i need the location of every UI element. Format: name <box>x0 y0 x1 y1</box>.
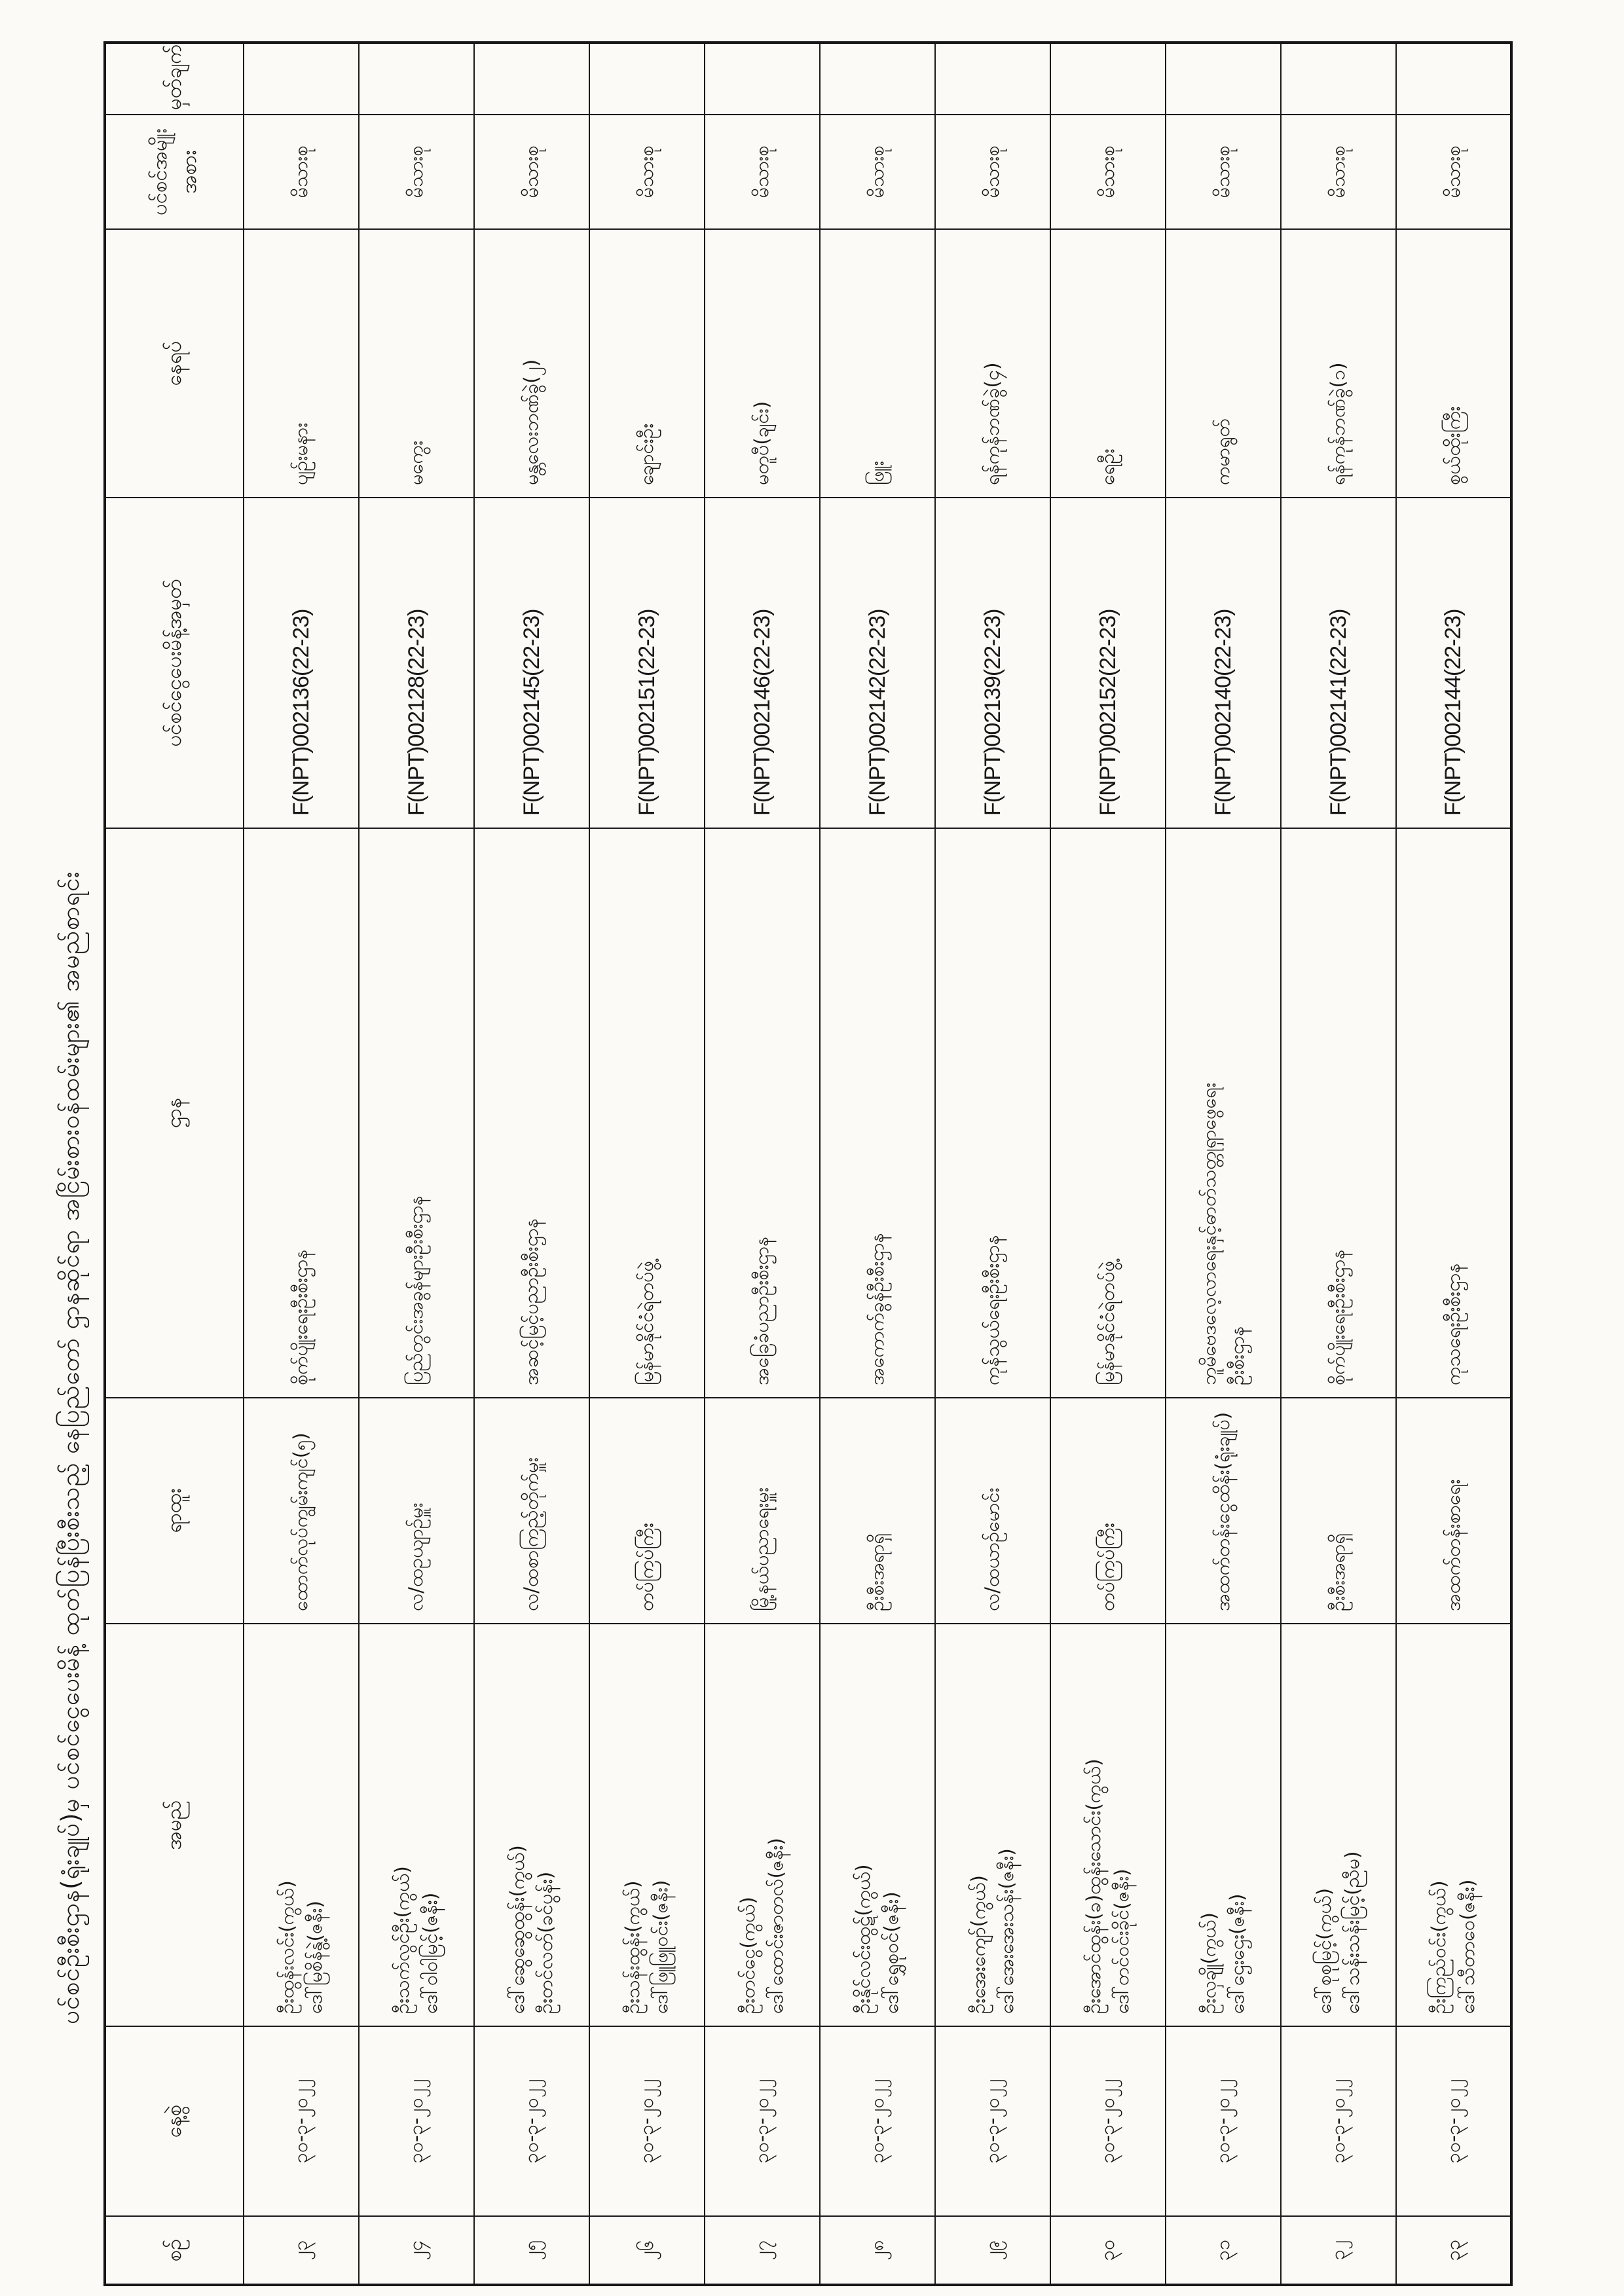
cell-department <box>474 828 589 1398</box>
deceased-pensioner-name: ဦးနိုင်လင်းထွဋ်(ကွယ်) <box>851 1864 874 2014</box>
deceased-pensioner-name: ဦးတင်ငွေ(ကွယ်) <box>736 1897 759 2014</box>
cell-pension-type: မိသားစု <box>474 115 589 229</box>
cell-address-town: ရန်ကုန်ဘဏ်ခွဲ(၁) <box>1281 229 1396 498</box>
cell-names <box>244 1624 359 2026</box>
cell-date: ၃၀-၃-၂၀၂၂ <box>1050 2026 1166 2216</box>
deceased-pensioner-name: ဦးထွန်းလင်း(ကွယ်) <box>275 1880 298 2014</box>
col-header-position: ရာထူး <box>105 1398 244 1624</box>
cell-address-town: မန္တလေးဘဏ်ခွဲ(၂) <box>474 229 589 498</box>
cell-remark <box>1281 43 1396 115</box>
deceased-pensioner-name: ဦးသက်လွင်ဦး(ကွယ်) <box>390 1866 413 2014</box>
beneficiary-name: ဒေါ်အေးအေးသန်း(ဇနီး) <box>995 1848 1018 2014</box>
cell-address-town: ပျဉ်းမနား <box>244 229 359 498</box>
col-header-date: နေ့စွဲ <box>105 2026 244 2216</box>
cell-serial-number: ၃၀ <box>1050 2216 1166 2285</box>
beneficiary-name: ဒေါ်ရွှေစုဝင်(ဇနီး) <box>880 1891 902 2014</box>
cell-pension-order-number: F(NPT)002141(22-23) <box>1281 498 1396 828</box>
cell-position: မြို့နယ်ပညာရေးမှူး <box>705 1398 820 1624</box>
cell-serial-number: ၃၂ <box>1281 2216 1396 2285</box>
document-title: ပင်စင်ဦးစီးဌာန(ရုံးချုပ်)မှ ပင်စင်ငွေပေးမိန့် ထုတ်ပြန်ပြီးစီးသည့် နေပြည်တော် ဌာနဆိုင်ရာ အငြိမ်းစားဝန်ထမ်းများ၏ အမည်စာရင်း <box>56 871 84 2024</box>
cell-date: ၃၀-၃-၂၀၂၂ <box>1281 2026 1396 2216</box>
deceased-pensioner-name: ဦးသန်းထွန်း(ကွယ်) <box>621 1880 644 2014</box>
cell-pension-order-number: F(NPT)002152(22-23) <box>1050 498 1166 828</box>
cell-pension-type: မိသားစု <box>1050 115 1166 229</box>
deceased-pensioner-name: ဦးလှချို(ကွယ်) <box>1197 1912 1220 2014</box>
cell-serial-number: ၂၅ <box>474 2216 589 2285</box>
cell-pension-type: မိသားစု <box>1396 115 1511 229</box>
cell-remark <box>474 43 589 115</box>
cell-serial-number: ၃၁ <box>1166 2216 1281 2285</box>
department-name-line1: ဘူမိဗေဒလေ့လာရေးနှင့်ဓာတ်သတ္တုရှာဖွေရေး <box>1197 1082 1220 1385</box>
cell-department <box>1396 828 1511 1398</box>
department-name-line2: ဦးစီးဌာန <box>1226 1326 1248 1385</box>
cell-remark <box>1166 43 1281 115</box>
department-name-line1: စိုက်ပျိုးရေးဦးစီးဌာန <box>289 1249 312 1385</box>
cell-address-town: ရန်ကုန်ဘဏ်ခွဲ(၄) <box>935 229 1050 498</box>
pension-table-row <box>935 43 1050 2285</box>
pension-table-row <box>1396 43 1511 2285</box>
table-header-row <box>105 43 244 2285</box>
deceased-pensioner-name: ဦးကြည်ဝင်း(ကွယ်) <box>1428 1880 1450 2014</box>
cell-names <box>359 1624 474 2026</box>
cell-pension-order-number: F(NPT)002145(22-23) <box>474 498 589 828</box>
cell-pension-order-number: F(NPT)002128(22-23) <box>359 498 474 828</box>
cell-names <box>1050 1624 1166 2026</box>
beneficiary-name: ဒေါ်သီတာဝေ(ဇနီး) <box>1456 1879 1479 2014</box>
cell-position: လ/ထစာကြည့်တိုက်မှူး <box>474 1398 589 1624</box>
cell-pension-type: မိသားစု <box>820 115 935 229</box>
cell-remark <box>359 43 474 115</box>
cell-names <box>1281 1624 1396 2026</box>
cell-position: ထောက်လုပ်ကျွမ်းကျင်(၅) <box>244 1398 359 1624</box>
col-header-department: ဌာန <box>105 828 244 1398</box>
cell-address-town: မကွေး <box>359 229 474 498</box>
cell-remark <box>589 43 705 115</box>
deceased-pensioner-name: ဒေါ်ဆွေဆွေထွန်း(ကွယ်) <box>506 1845 528 2014</box>
cell-date: ၃၀-၃-၂၀၂၂ <box>359 2026 474 2216</box>
cell-names <box>1396 1624 1511 2026</box>
cell-date: ၃၀-၃-၂၀၂၂ <box>1396 2026 1511 2216</box>
cell-address-town: ရေဦး <box>1050 229 1166 498</box>
cell-names <box>474 1624 589 2026</box>
cell-pension-order-number: F(NPT)002151(22-23) <box>589 498 705 828</box>
pension-table-row <box>1166 43 1281 2285</box>
cell-serial-number: ၂၄ <box>359 2216 474 2285</box>
cell-department <box>359 828 474 1398</box>
cell-pension-order-number: F(NPT)002136(22-23) <box>244 498 359 828</box>
cell-names <box>705 1624 820 2026</box>
col-header-name: အမည် <box>105 1624 244 2026</box>
cell-serial-number: ၂၉ <box>935 2216 1050 2285</box>
pension-table-row <box>820 43 935 2285</box>
cell-position: ဦးစီးအရာရှိ <box>820 1398 935 1624</box>
cell-department <box>1050 828 1166 1398</box>
cell-position: တပ်ကြပ်ကြီး <box>589 1398 705 1624</box>
beneficiary-name: ဒေါ်ဌေးဌေး(ဇနီး) <box>1226 1893 1248 2014</box>
rotated-landscape-area <box>38 44 1515 2286</box>
department-name-line1: ကုသရေးဦးစီးဌာန <box>1441 1263 1464 1385</box>
cell-position: တပ်ကြပ်ကြီး <box>1050 1398 1166 1624</box>
cell-department <box>820 828 935 1398</box>
beneficiary-name: ဒေါ်တင်ဝင်းခိုင်(ဇနီး) <box>1111 1868 1133 2014</box>
cell-department <box>244 828 359 1398</box>
col-header-remark: မှတ်ချက် <box>105 43 244 115</box>
cell-pension-order-number: F(NPT)002142(22-23) <box>820 498 935 828</box>
cell-address-town: စွယ်ထိုးကြီး <box>1396 229 1511 498</box>
beneficiary-name: ဒေါ်ထောင်းဇာတလ်(ဇနီး) <box>765 1838 787 2014</box>
cell-names <box>935 1624 1050 2026</box>
cell-position: အထက်တန်းစာရေး <box>1396 1398 1511 1624</box>
table-body <box>244 43 1511 2285</box>
cell-remark <box>1050 43 1166 115</box>
cell-department <box>705 828 820 1398</box>
cell-date: ၃၀-၃-၂၀၂၂ <box>820 2026 935 2216</box>
cell-pension-type: မိသားစု <box>359 115 474 229</box>
department-name-line1: မြန်မာနိုင်ငံရဲတပ်ဖွဲ့ <box>635 1260 658 1385</box>
department-name-line1: အခြေခံပညာဦးစီးဌာန <box>750 1236 773 1385</box>
cell-address-town: ဖြူး <box>820 229 935 498</box>
cell-pension-order-number: F(NPT)002140(22-23) <box>1166 498 1281 828</box>
pension-table-row <box>359 43 474 2285</box>
cell-remark <box>705 43 820 115</box>
cell-names <box>589 1624 705 2026</box>
cell-names <box>820 1624 935 2026</box>
pension-table-row <box>1281 43 1396 2285</box>
cell-pension-order-number: F(NPT)002139(22-23) <box>935 498 1050 828</box>
department-name-line1: ကုန်သွယ်ရေးဦးစီးဌာန <box>981 1235 1004 1385</box>
cell-pension-type: မိသားစု <box>244 115 359 229</box>
cell-address-town: ချောင်းဦး <box>589 229 705 498</box>
cell-pension-type: မိသားစု <box>1166 115 1281 229</box>
cell-date: ၃၀-၃-၂၀၂၂ <box>474 2026 589 2216</box>
department-name-line1: အဆင့်မြင့်ပညာဦးစီးဌာန <box>520 1218 543 1385</box>
pension-table-row <box>474 43 589 2285</box>
beneficiary-name: ဒေါ်ဝါဝါမြင့်(ဇနီး) <box>419 1892 441 2014</box>
cell-remark <box>820 43 935 115</box>
cell-serial-number: ၃၃ <box>1396 2216 1511 2285</box>
cell-serial-number: ၂၆ <box>589 2216 705 2285</box>
pension-table-row <box>244 43 359 2285</box>
cell-address-town: မတူပီ(ချင်း) <box>705 229 820 498</box>
pension-table-row <box>1050 43 1166 2285</box>
cell-serial-number: ၂၃ <box>244 2216 359 2285</box>
cell-remark <box>1396 43 1511 115</box>
cell-serial-number: ၂၇ <box>705 2216 820 2285</box>
cell-department <box>935 828 1050 1398</box>
cell-position: ဦးစီးအရာရှိ <box>1281 1398 1396 1624</box>
beneficiary-name: ဦးတင်လတ်(ခင်ပွန်း) <box>534 1871 557 2014</box>
department-name-line1: ပြည်တွင်းအခွန်များဦးစီးဌာန <box>405 1195 428 1385</box>
col-header-serial: စဉ် <box>105 2216 244 2285</box>
col-header-address: နေရပ် <box>105 229 244 498</box>
cell-date: ၃၀-၃-၂၀၂၂ <box>935 2026 1050 2216</box>
cell-position: လ/ထယာဉ်မောင်း <box>935 1398 1050 1624</box>
cell-department <box>1166 828 1281 1398</box>
cell-pension-type: မိသားစု <box>935 115 1050 229</box>
cell-pension-type: မိသားစု <box>1281 115 1396 229</box>
cell-date: ၃၀-၃-၂၀၂၂ <box>589 2026 705 2216</box>
cell-date: ၃၀-၃-၂၀၂၂ <box>705 2026 820 2216</box>
pension-approval-table <box>103 41 1513 2286</box>
cell-date: ၃၀-၃-၂၀၂၂ <box>244 2026 359 2216</box>
col-header-pension-type: ပင်စင်အမျိုးအစား <box>105 115 244 229</box>
cell-department <box>1281 828 1396 1398</box>
deceased-pensioner-name: ဦးအေးကျော်(ကွယ်) <box>967 1875 989 2014</box>
beneficiary-name: ဒေါ်ဖြူဖြူဝင်း(ဇနီး) <box>650 1880 672 2014</box>
department-name-line1: စိုက်ပျိုးရေးဦးစီးဌာန <box>1327 1249 1350 1385</box>
cell-pension-order-number: F(NPT)002146(22-23) <box>705 498 820 828</box>
cell-pension-type: မိသားစု <box>589 115 705 229</box>
department-name-line1: မြန်မာနိုင်ငံရဲတပ်ဖွဲ့ <box>1096 1260 1119 1385</box>
cell-remark <box>244 43 359 115</box>
deceased-pensioner-name: ဦးအောင်ထွန်း(ခ)ထွန်းသောင်း(ကွယ်) <box>1082 1758 1105 2014</box>
cell-department <box>589 828 705 1398</box>
cell-remark <box>935 43 1050 115</box>
cell-names <box>1166 1624 1281 2026</box>
cell-pension-order-number: F(NPT)002144(22-23) <box>1396 498 1511 828</box>
cell-date: ၃၀-၃-၂၀၂၂ <box>1166 2026 1281 2216</box>
deceased-pensioner-name: ဒေါ်စုစုမြင့်(ကွယ်) <box>1312 1887 1335 2014</box>
department-name-line1: အကောက်ခွန်ဦးစီးဌာန <box>866 1233 889 1385</box>
pension-table-row <box>705 43 820 2285</box>
cell-address-town: ကမာရွတ် <box>1166 229 1281 498</box>
beneficiary-name: ဒေါ်မြစိန်နွဲ့(ဇနီး) <box>304 1901 326 2014</box>
cell-position: လ/ထဥယျာဉ်မှူး <box>359 1398 474 1624</box>
pension-table-row <box>589 43 705 2285</box>
beneficiary-name: ဒေါ်သန်းသန်းမြင့်(ညီမ) <box>1341 1851 1363 2014</box>
cell-pension-type: မိသားစု <box>705 115 820 229</box>
cell-position: အထက်တန်းငွေထိန်း(ရုံးချုပ်) <box>1166 1398 1281 1624</box>
cell-serial-number: ၂၈ <box>820 2216 935 2285</box>
col-header-pension-no: ပင်စင်ငွေပေးမိန့်အမှတ် <box>105 498 244 828</box>
